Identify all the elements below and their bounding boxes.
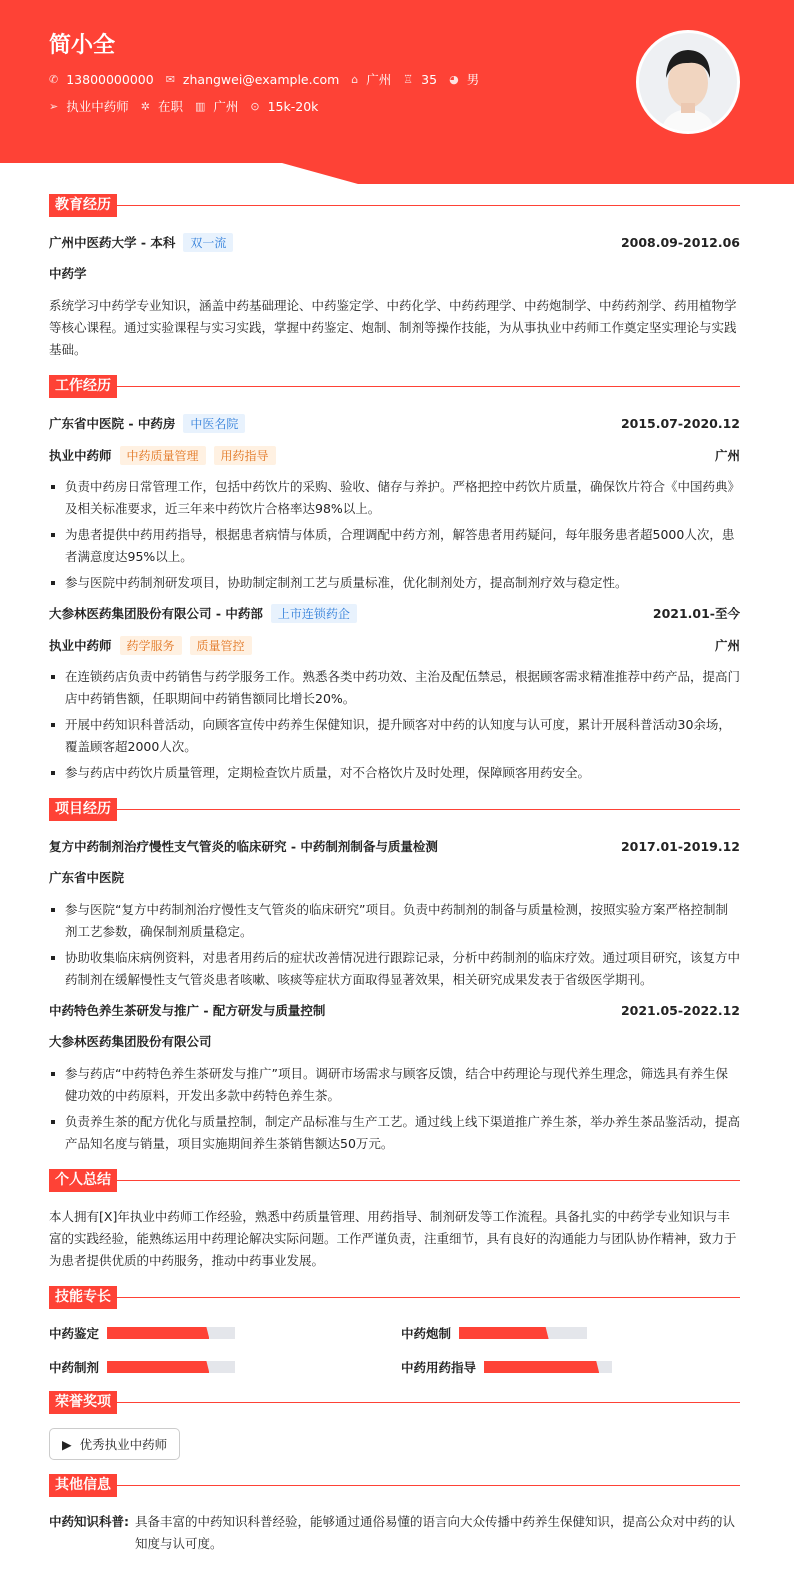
award-label: 优秀执业中药师	[79, 1437, 168, 1452]
work-bullet: 开展中药知识科普活动，向顾客宣传中药养生保健知识，提升顾客对中药的认知度与认可度，累计开展科普活动30余场，覆盖顾客超2000人次。	[49, 714, 740, 758]
contact-row	[49, 70, 479, 88]
company: 大参林医药集团股份有限公司 - 中药部	[49, 606, 263, 621]
skill-bar	[459, 1327, 587, 1339]
work-city: 广州	[714, 638, 740, 653]
project-title: 复方中药制剂治疗慢性支气管炎的临床研究 - 中药制剂制备与质量检测	[49, 839, 438, 854]
section-title: 荣誉奖项	[49, 1391, 117, 1414]
project-bullet: 参与药店“中药特色养生茶研发与推广”项目。调研市场需求与顾客反馈，结合中药理论与现代养生理念，筛选具有养生保健功效的中药原料，开发出多款中药特色养生茶。	[49, 1063, 740, 1107]
company-tag: 上市连锁药企	[271, 604, 357, 623]
salary-icon: ⊙	[250, 99, 260, 113]
other-text: 具备丰富的中药知识科普经验，能够通过通俗易懂的语言向大众传播中药养生保健知识，提高公众对中药的认知度与认可度。	[135, 1514, 736, 1551]
work-bullet: 参与药店中药饮片质量管理，定期检查饮片质量，对不合格饮片及时处理，保障顾客用药安全。	[49, 762, 740, 784]
phone-icon: ✆	[49, 72, 59, 86]
section-title: 工作经历	[49, 375, 117, 398]
award-item	[49, 1428, 180, 1460]
building-icon: ▥	[194, 99, 206, 113]
project-bullet: 负责养生茶的配方优化与质量控制，制定产品标准与生产工艺。通过线上线下渠道推广养生茶，举办养生茶品鉴活动，提高产品知名度与销量，项目实施期间养生茶销售额达50万元。	[49, 1111, 740, 1155]
skill-bar-fill	[107, 1327, 209, 1339]
skill-bar	[484, 1361, 612, 1373]
gender-icon: ◕	[449, 72, 459, 86]
skill-tag: 中药质量管理	[120, 446, 206, 465]
section-work	[49, 375, 740, 398]
skill-name: 中药用药指导	[401, 1360, 477, 1375]
status-icon: ✲	[140, 99, 150, 113]
project-bullet: 协助收集临床病例资料，对患者用药后的症状改善情况进行跟踪记录，分析中药制剂的临床疗效。通过项目研究，该复方中药制剂在缓解慢性支气管炎患者咳嗽、咳痰等症状方面取得显著效果，相关研究成果发表于省级医学期刊。	[49, 947, 740, 991]
summary-text: 本人拥有[X]年执业中药师工作经验，熟悉中药质量管理、用药指导、制剂研发等工作流程。具备扎实的中药学专业知识与丰富的实践经验，能熟练运用中药理论解决实际问题。工作严谨负责，注重细节，具有良好的沟通能力与团队协作精神，致力于为患者提供优质的中药服务，推动中药事业发展。	[49, 1209, 737, 1268]
skill-tag: 质量管控	[190, 636, 252, 655]
job-title: 执业中药师	[66, 99, 129, 114]
home-icon: ⌂	[351, 72, 359, 86]
project-org: 大参林医药集团股份有限公司	[49, 1034, 212, 1049]
city: 广州	[213, 99, 239, 114]
work-entry	[49, 412, 740, 594]
skill-name: 中药鉴定	[49, 1326, 100, 1341]
play-icon: ▶	[62, 1436, 72, 1452]
role: 执业中药师	[49, 448, 112, 463]
skill-item	[49, 1323, 401, 1343]
project-title: 中药特色养生茶研发与推广 - 配方研发与质量控制	[49, 1003, 326, 1018]
project-entry	[49, 835, 740, 991]
avatar	[636, 30, 740, 134]
major: 中药学	[49, 266, 87, 281]
work-bullet: 在连锁药店负责中药销售与药学服务工作。熟悉各类中药功效、主治及配伍禁忌，根据顾客需求精准推荐中药产品，提高门店中药销售额，任职期间中药销售额同比增长20%。	[49, 666, 740, 710]
job-row	[49, 97, 318, 115]
project-date: 2017.01-2019.12	[620, 838, 740, 854]
section-education	[49, 194, 740, 217]
work-bullet: 参与医院中药制剂研发项目，协助制定制剂工艺与质量标准，优化制剂处方，提高制剂疗效与稳定性。	[49, 572, 740, 594]
work-bullet: 为患者提供中药用药指导，根据患者病情与体质，合理调配中药方剂，解答患者用药疑问，每年服务患者超5000人次，患者满意度达95%以上。	[49, 524, 740, 568]
salary: 15k-20k	[267, 98, 319, 114]
skill-name: 中药炮制	[401, 1326, 452, 1341]
work-date: 2015.07-2020.12	[620, 415, 740, 431]
skill-bar	[107, 1327, 235, 1339]
project-bullet: 参与医院“复方中药制剂治疗慢性支气管炎的临床研究”项目。负责中药制剂的制备与质量检测，按照实验方案严格控制制剂工艺参数，确保制剂质量稳定。	[49, 899, 740, 943]
company: 广东省中医院 - 中药房	[49, 416, 176, 431]
project-entry	[49, 999, 740, 1155]
skill-item	[401, 1357, 741, 1377]
skill-item	[49, 1357, 401, 1377]
email: zhangwei@example.com	[182, 71, 340, 87]
project-org: 广东省中医院	[49, 870, 125, 885]
send-icon: ➢	[49, 99, 59, 113]
school-tag: 双一流	[183, 233, 233, 252]
resume-body	[49, 180, 740, 1555]
gender: 男	[466, 72, 480, 87]
candidate-name: 简小全	[49, 33, 116, 58]
section-summary	[49, 1169, 740, 1192]
section-title: 教育经历	[49, 194, 117, 217]
section-project	[49, 798, 740, 821]
age: 35	[421, 71, 438, 87]
phone: 13800000000	[66, 71, 154, 87]
role: 执业中药师	[49, 638, 112, 653]
skill-bar-fill	[459, 1327, 549, 1339]
section-other	[49, 1474, 740, 1497]
project-date: 2021.05-2022.12	[620, 1002, 740, 1018]
section-title: 技能专长	[49, 1286, 117, 1309]
company-tag: 中医名院	[183, 414, 245, 433]
section-title: 其他信息	[49, 1474, 117, 1497]
cake-icon: ♖	[403, 72, 414, 86]
work-city: 广州	[714, 448, 740, 463]
work-entry	[49, 602, 740, 784]
section-title: 项目经历	[49, 798, 117, 821]
other-label: 中药知识科普:	[49, 1514, 129, 1529]
work-date: 2021.01-至今	[652, 606, 740, 621]
section-title: 个人总结	[49, 1169, 117, 1192]
section-awards	[49, 1391, 740, 1414]
skill-name: 中药制剂	[49, 1360, 100, 1375]
edu-desc: 系统学习中药学专业知识，涵盖中药基础理论、中药鉴定学、中药化学、中药药理学、中药炮制学、中药药剂学、药用植物学等核心课程。通过实验课程与实习实践，掌握中药鉴定、炮制、制剂等操作技能，为从事执业中药师工作奠定坚实理论与实践基础。	[49, 298, 737, 357]
section-skills	[49, 1286, 740, 1309]
hometown: 广州	[366, 72, 392, 87]
mail-icon: ✉	[165, 72, 175, 86]
skill-item	[401, 1323, 741, 1343]
work-bullet: 负责中药房日常管理工作，包括中药饮片的采购、验收、储存与养护。严格把控中药饮片质量，确保饮片符合《中国药典》及相关标准要求，近三年来中药饮片合格率达98%以上。	[49, 476, 740, 520]
skill-tag: 用药指导	[214, 446, 276, 465]
skill-bar-fill	[107, 1361, 209, 1373]
skill-bar	[107, 1361, 235, 1373]
job-status: 在职	[157, 99, 183, 114]
skill-tag: 药学服务	[120, 636, 182, 655]
skill-bar-fill	[484, 1361, 599, 1373]
edu-date: 2008.09-2012.06	[620, 234, 740, 250]
school: 广州中医药大学 - 本科	[49, 235, 176, 250]
